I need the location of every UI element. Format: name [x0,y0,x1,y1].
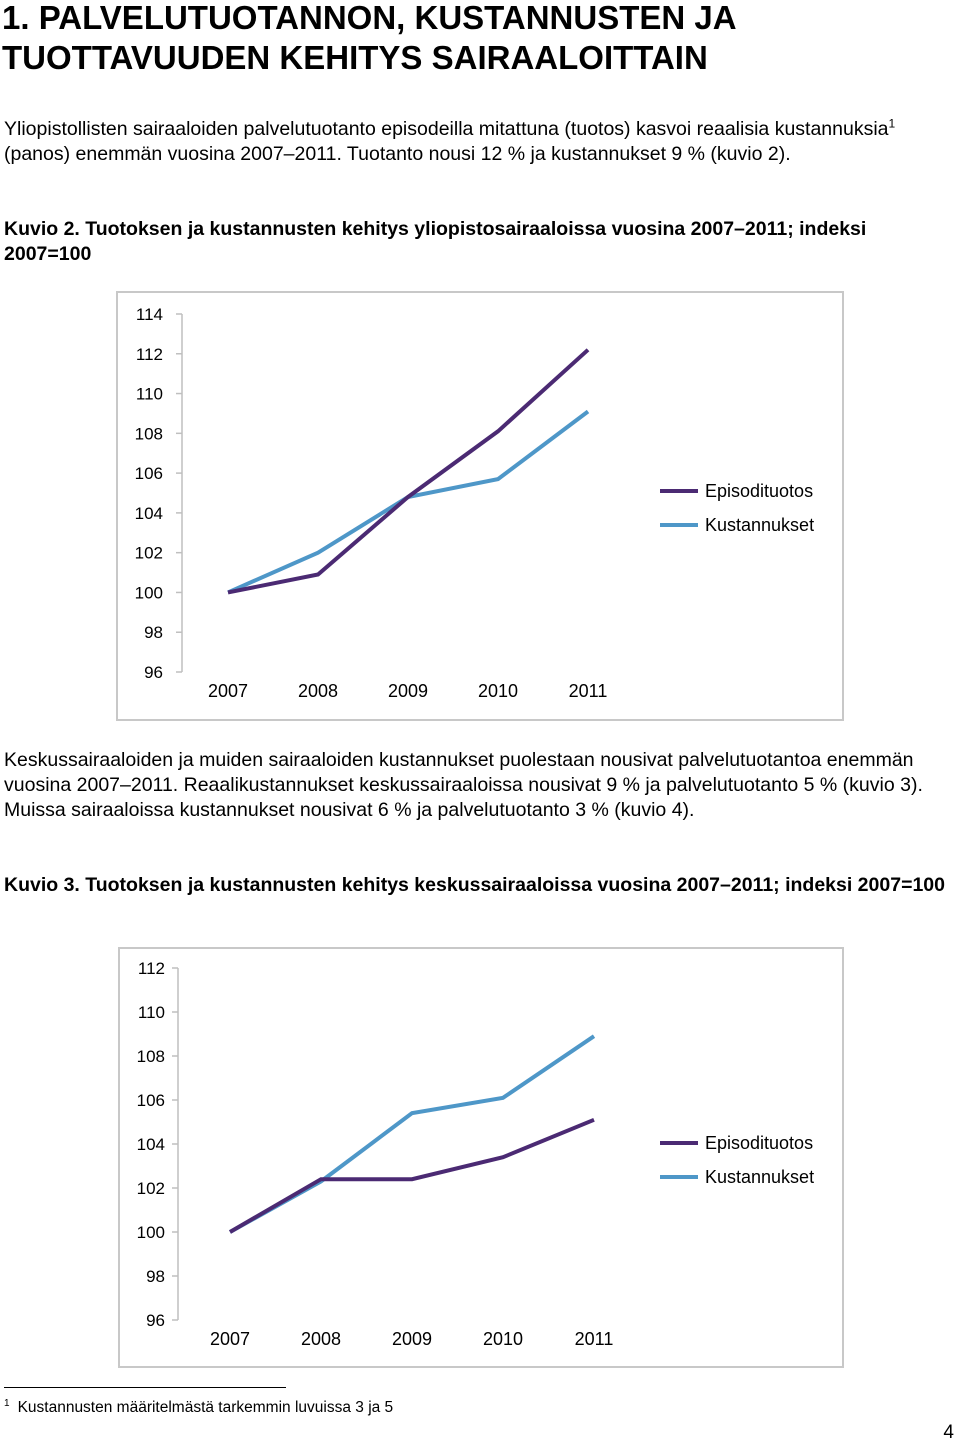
figure-3-x-tick-label: 2007 [209,1329,251,1349]
footnote [4,1398,393,1418]
figure-3-x-tick-label: 2008 [300,1329,342,1349]
intro-text-end: (panos) enemmän vuosina 2007–2011. Tuotanto nousi 12 % ja kustannukset 9 % (kuvio 2). [4,143,791,165]
figure-2-series-kustannukset [228,412,588,593]
figure-2-y-tick-label: 96 [144,663,163,682]
figure-3-chart [118,947,844,1368]
figure-3-plot [120,949,846,1370]
figure-2-series-episodituotos [228,350,588,593]
figure-2-y-tick-label: 110 [135,384,163,404]
figure-3-y-tick-label: 102 [136,1179,165,1198]
figure-3-series-episodituotos [230,1120,594,1232]
intro-text-start: Yliopistollisten sairaaloiden palvelutuotanto episodeilla mitattuna (tuotos) kasvoi reaalisia kustannuksia [4,118,889,140]
figure-2-y-tick-label: 102 [134,543,163,563]
figure-2-y-tick-label: 100 [134,583,163,603]
figure-2-caption: Kuvio 2. Tuotoksen ja kustannusten kehitys yliopistosairaaloissa vuosina 2007–2011; indeksi 2007=100 [4,218,867,265]
figure-3-y-tick-label: 108 [136,1047,165,1066]
figure-3-legend-label: Kustannukset [705,1167,815,1187]
figure-3-x-tick-label: 2009 [391,1329,433,1349]
figure-3-y-tick-label: 98 [146,1267,165,1286]
figure-3-y-tick-label: 104 [136,1135,165,1154]
figure-2-y-tick-label: 106 [134,464,163,484]
figure-3-caption: Kuvio 3. Tuotoksen ja kustannusten kehitys keskussairaaloissa vuosina 2007–2011; indeksi 2007=100 [4,874,945,896]
figure-3-y-tick-label: 106 [136,1091,165,1110]
figure-2-plot [118,293,846,723]
figure-2-x-tick-label: 2011 [568,681,608,701]
figure-2-y-tick-label: 98 [144,623,163,643]
section-heading: 1. PALVELUTUOTANNON, KUSTANNUSTEN JA TUOTTAVUUDEN KEHITYS SAIRAALOITTAIN [2,0,736,76]
figure-2-x-tick-label: 2007 [207,681,249,701]
figure-2-x-tick-label: 2010 [477,681,519,701]
figure-2-legend-label: Kustannukset [705,515,815,535]
page-number: 4 [943,1422,954,1443]
figure-2-y-tick-label: 104 [134,503,163,523]
footnote-divider [4,1387,286,1388]
figure-2-x-tick-label: 2008 [297,681,339,701]
figure-2-y-tick-label: 108 [134,424,163,444]
footnote-text: Kustannusten määritelmästä tarkemmin luvuissa 3 ja 5 [17,1399,394,1416]
body-paragraph: Keskussairaaloiden ja muiden sairaaloiden kustannukset puolestaan nousivat palvelutuotantoa enemmän vuosina 2007–2011. Reaalikustannukset keskussairaaloissa nousivat 9 % ja palvelutuotanto 5 % (kuvio 3). Muissa sairaaloissa kustannukset nousivat 6 % ja palvelutuotanto 3 % (kuvio 4). [4,749,923,821]
figure-3-y-tick-label: 110 [137,1003,165,1022]
figure-3-x-tick-label: 2011 [574,1329,614,1349]
figure-2-y-tick-label: 112 [135,344,163,364]
figure-3-x-tick-label: 2010 [482,1329,524,1349]
figure-3-y-tick-label: 112 [137,959,165,978]
footnote-reference: 1 [888,116,896,131]
figure-3-y-tick-label: 100 [136,1223,165,1242]
figure-2-y-tick-label: 114 [135,305,163,324]
figure-2-chart [116,291,844,721]
figure-3-y-tick-label: 96 [146,1311,165,1330]
figure-2-legend-label: Episodituotos [705,481,814,501]
figure-3-legend-label: Episodituotos [705,1133,814,1153]
intro-paragraph [4,117,956,167]
figure-2-x-tick-label: 2009 [387,681,429,701]
footnote-marker: 1 [4,1398,10,1409]
